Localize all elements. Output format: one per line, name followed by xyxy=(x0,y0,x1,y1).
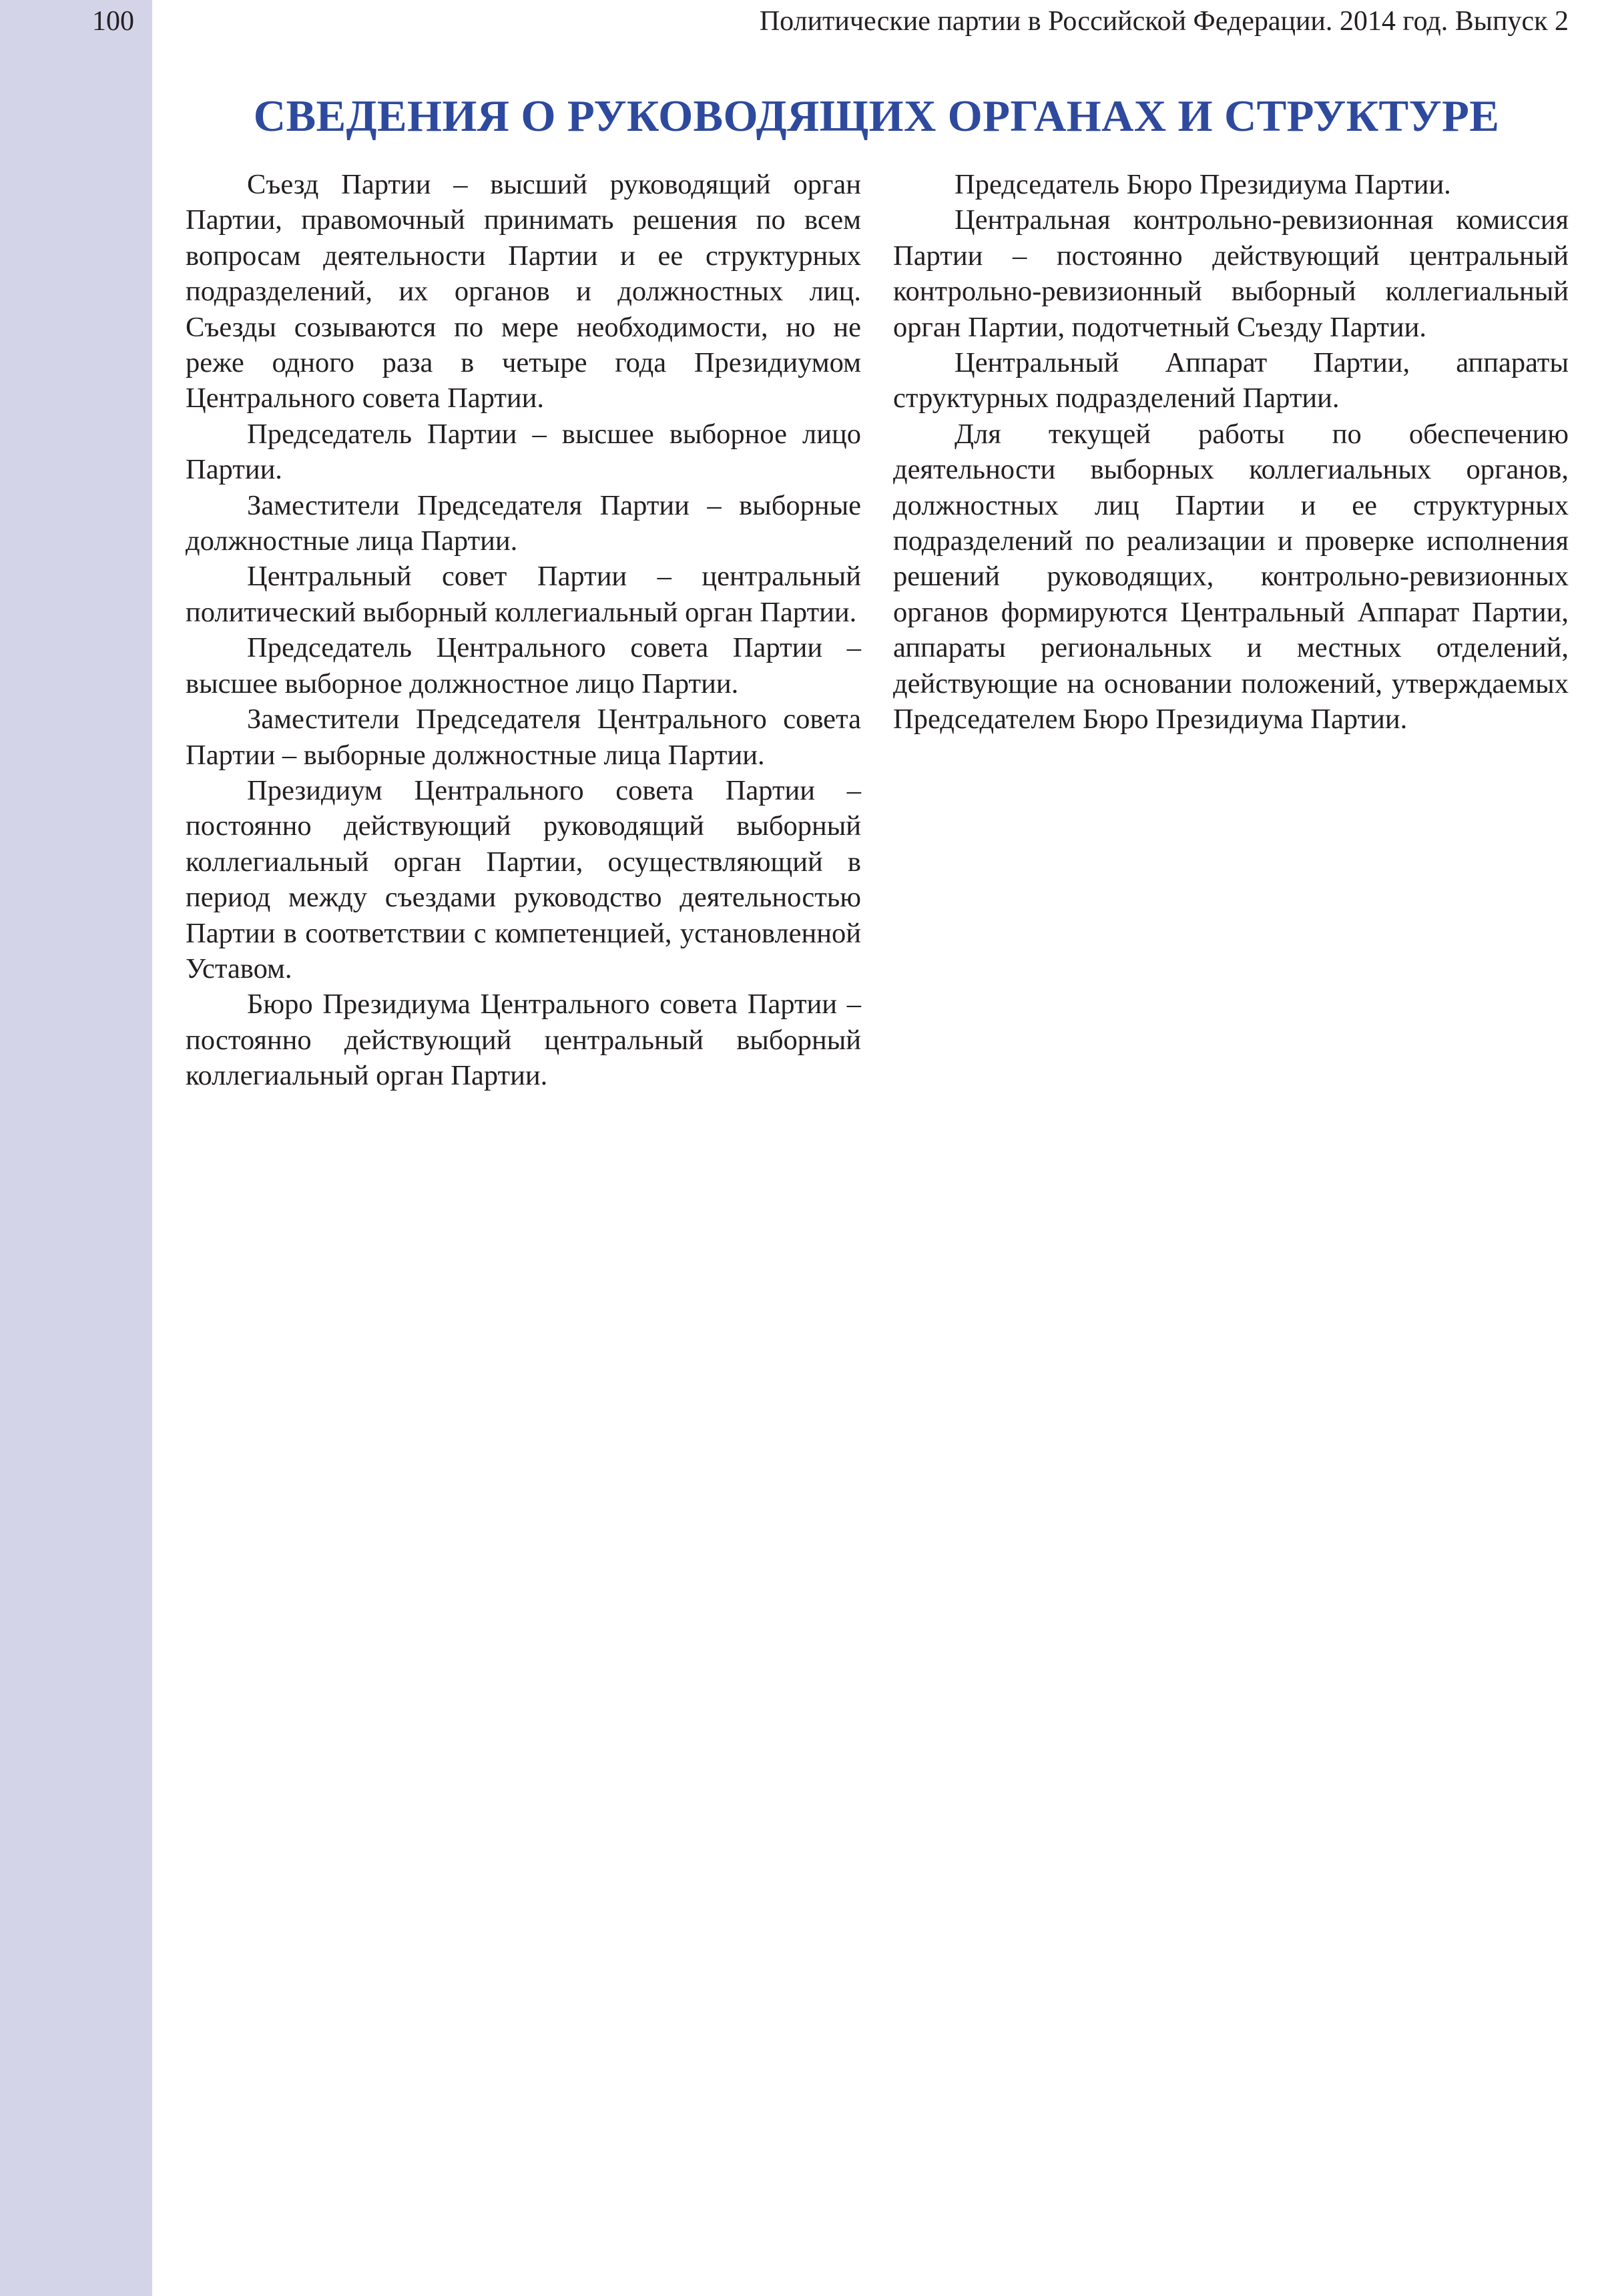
paragraph-congress: Съезд Партии – высший руководящий орган Партии, правомочный принимать решения по всем вопросам деятельности Партии и ее структурных подразделений, их органов и должностных лиц. Съезды созываются по мере необходимости, но не реже одного раза в четыре года Президиумом Центрального совета Партии. xyxy=(186,169,861,414)
paragraph-central-council: Центральный совет Партии – центральный политический выборный коллегиальный орган Партии. xyxy=(186,561,861,628)
paragraph-presidium: Президиум Центрального совета Партии – постоянно действующий руководящий выборный коллегиальный орган Партии, осуществляющий в период между съездами руководство деятельностью Партии в соответствии с компетенцией, установленной Уставом. xyxy=(186,774,861,984)
paragraph-council-chairman: Председатель Центрального совета Партии – высшее выборное должностное лицо Партии. xyxy=(186,632,861,699)
paragraph-bureau: Бюро Президиума Центрального совета Партии – постоянно действующий центральный выборный коллегиальный орган Партии. xyxy=(186,988,861,1092)
paragraph-current-work: Для текущей работы по обеспечению деятельности выборных коллегиальных органов, должностных лиц Партии и ее структурных подразделений по реализации и проверке исполнения решений руководящих, контрольно-ревизионных органов формируются Центральный Аппарат Партии, аппараты региональных и местных отделений, действующие на основании положений, утверждаемых Председателем Бюро Президиума Партии. xyxy=(893,418,1569,736)
paragraph-chairman: Председатель Партии – высшее выборное лицо Партии. xyxy=(186,418,861,486)
running-header: Политические партии в Российской Федерации. 2014 год. Выпуск 2 xyxy=(759,6,1569,37)
paragraph-audit-commission: Центральная контрольно-ревизионная комиссия Партии – постоянно действующий центральный контрольно-ревизионный выборный коллегиальный орган Партии, подотчетный Съезду Партии. xyxy=(893,204,1569,343)
paragraph-council-deputies: Заместители Председателя Центрального совета Партии – выборные должностные лица Партии. xyxy=(186,703,861,771)
page-number: 100 xyxy=(92,6,134,37)
paragraph-bureau-chairman: Председатель Бюро Президиума Партии. xyxy=(955,169,1451,200)
paragraph-deputy-chairmen: Заместители Председателя Партии – выборные должностные лица Партии. xyxy=(186,489,861,557)
paragraph-central-apparatus: Центральный Аппарат Партии, аппараты структурных подразделений Партии. xyxy=(893,347,1569,414)
section-title: СВЕДЕНИЯ О РУКОВОДЯЩИХ ОРГАНАХ И СТРУКТУРЕ xyxy=(253,91,1500,141)
body-text-columns xyxy=(186,167,1569,1101)
side-margin-band xyxy=(0,0,152,2296)
